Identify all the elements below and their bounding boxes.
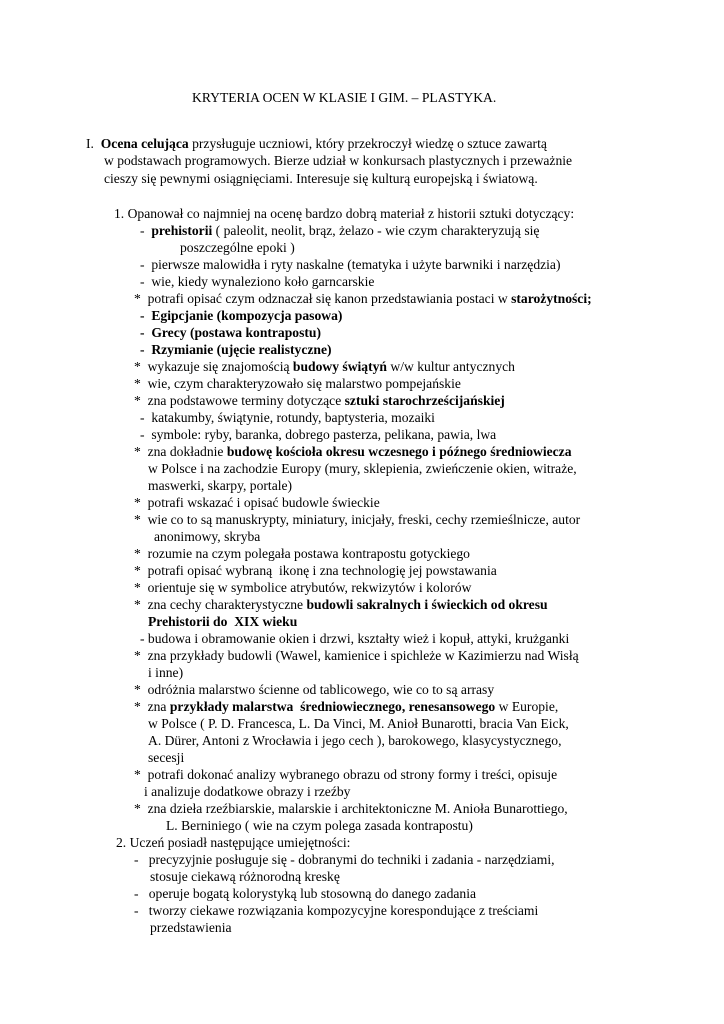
list-item: * potrafi wskazać i opisać budowle świeckie — [134, 495, 380, 510]
list-item: - pierwsze malowidła i ryty naskalne (tematyka i użyte barwniki i narzędzia) — [140, 257, 561, 272]
document-title: KRYTERIA OCEN W KLASIE I GIM. – PLASTYKA. — [192, 90, 497, 105]
point-2-intro: 2. Uczeń posiadł następujące umiejętności: — [116, 835, 351, 850]
list-item: * wykazuje się znajomością budowy świątyń w/w kultur antycznych — [134, 359, 515, 374]
list-item: - wie, kiedy wynaleziono koło garncarskie — [140, 274, 375, 289]
list-item: - symbole: ryby, baranka, dobrego pasterza, pelikana, pawia, lwa — [140, 427, 497, 442]
list-item: * wie, czym charakteryzowało się malarstwo pompejańskie — [134, 376, 461, 391]
list-item: - operuje bogatą kolorystyką lub stosowną do danego zadania — [134, 886, 477, 901]
list-item-cont: secesji — [148, 750, 185, 765]
list-item: * potrafi opisać wybraną ikonę i zna technologię jej powstawania — [134, 563, 497, 578]
list-item: * zna dzieła rzeźbiarskie, malarskie i architektoniczne M. Anioła Bunarottiego, — [134, 801, 568, 816]
list-item: * zna cechy charakterystyczne budowli sakralnych i świeckich od okresu — [134, 597, 548, 612]
section-heading — [86, 135, 547, 152]
list-item: - Rzymianie (ujęcie realistyczne) — [140, 342, 332, 357]
list-item: - precyzyjnie posługuje się - dobranymi do techniki i zadania - narzędziami, — [134, 852, 555, 867]
list-item: * zna przykłady malarstwa średniowiecznego, renesansowego w Europie, — [134, 699, 559, 714]
list-item: - Egipcjanie (kompozycja pasowa) — [140, 308, 343, 323]
list-item: * wie co to są manuskrypty, miniatury, inicjały, freski, cechy rzemieślnicze, autor — [134, 512, 581, 527]
list-item-cont: stosuje ciekawą różnorodną kreskę — [150, 869, 340, 884]
list-item: * zna dokładnie budowę kościoła okresu wczesnego i późnego średniowiecza — [134, 444, 572, 459]
list-item-cont: i analizuje dodatkowe obrazy i rzeźby — [144, 784, 351, 799]
list-item: * rozumie na czym polegała postawa kontrapostu gotyckiego — [134, 546, 470, 561]
list-item: * potrafi dokonać analizy wybranego obrazu od strony formy i treści, opisuje — [134, 767, 558, 782]
heading-text: przysługuje uczniowi, który przekroczył wiedzę o sztuce zawartą — [188, 136, 547, 151]
list-item-cont: maswerki, skarpy, portale) — [148, 478, 293, 493]
list-item-cont: A. Dürer, Antoni z Wrocławia i jego cech ), barokowego, klasycystycznego, — [148, 733, 562, 748]
list-item-cont: anonimowy, skryba — [154, 529, 261, 544]
section-number: I. — [86, 136, 94, 151]
list-item: * zna przykłady budowli (Wawel, kamienice i spichleże w Kazimierzu nad Wisłą — [134, 648, 579, 663]
list-item: * orientuje się w symbolice atrybutów, rekwizytów i kolorów — [134, 580, 472, 595]
list-item: - Grecy (postawa kontrapostu) — [140, 325, 321, 340]
intro-line: cieszy się pewnymi osiągnięciami. Interesuje się kulturą europejską i światową. — [104, 171, 538, 186]
list-item: * zna podstawowe terminy dotyczące sztuki starochrześcijańskiej — [134, 393, 505, 408]
intro-line: w podstawach programowych. Bierze udział w konkursach plastycznych i przeważnie — [104, 153, 573, 168]
list-item-cont: i inne) — [148, 665, 184, 680]
list-item: * potrafi opisać czym odznaczał się kanon przedstawiania postaci w starożytności; — [134, 291, 592, 306]
list-item-cont: poszczególne epoki ) — [180, 240, 295, 255]
point-1-intro: 1. Opanował co najmniej na ocenę bardzo dobrą materiał z historii sztuki dotyczący: — [114, 206, 575, 221]
list-item: - tworzy ciekawe rozwiązania kompozycyjne korespondujące z treściami — [134, 903, 539, 918]
list-item-cont: Prehistorii do XIX wieku — [148, 614, 298, 629]
list-item-cont: L. Berniniego ( wie na czym polega zasada kontrapostu) — [166, 818, 473, 833]
list-item-cont: w Polsce ( P. D. Francesca, L. Da Vinci, M. Anioł Bunarotti, bracia Van Eick, — [148, 716, 569, 731]
list-item: - prehistorii ( paleolit, neolit, brąz, żelazo - wie czym charakteryzują się — [140, 223, 540, 238]
list-item: - budowa i obramowanie okien i drzwi, kształty wież i kopuł, attyki, krużganki — [140, 631, 570, 646]
list-item: * odróżnia malarstwo ścienne od tablicowego, wie co to są arrasy — [134, 682, 495, 697]
list-item: - katakumby, świątynie, rotundy, baptysteria, mozaiki — [140, 410, 435, 425]
grade-name: Ocena celująca — [100, 136, 189, 151]
list-item-cont: w Polsce i na zachodzie Europy (mury, sklepienia, zwieńczenie okien, witraże, — [148, 461, 577, 476]
list-item-cont: przedstawienia — [150, 920, 232, 935]
